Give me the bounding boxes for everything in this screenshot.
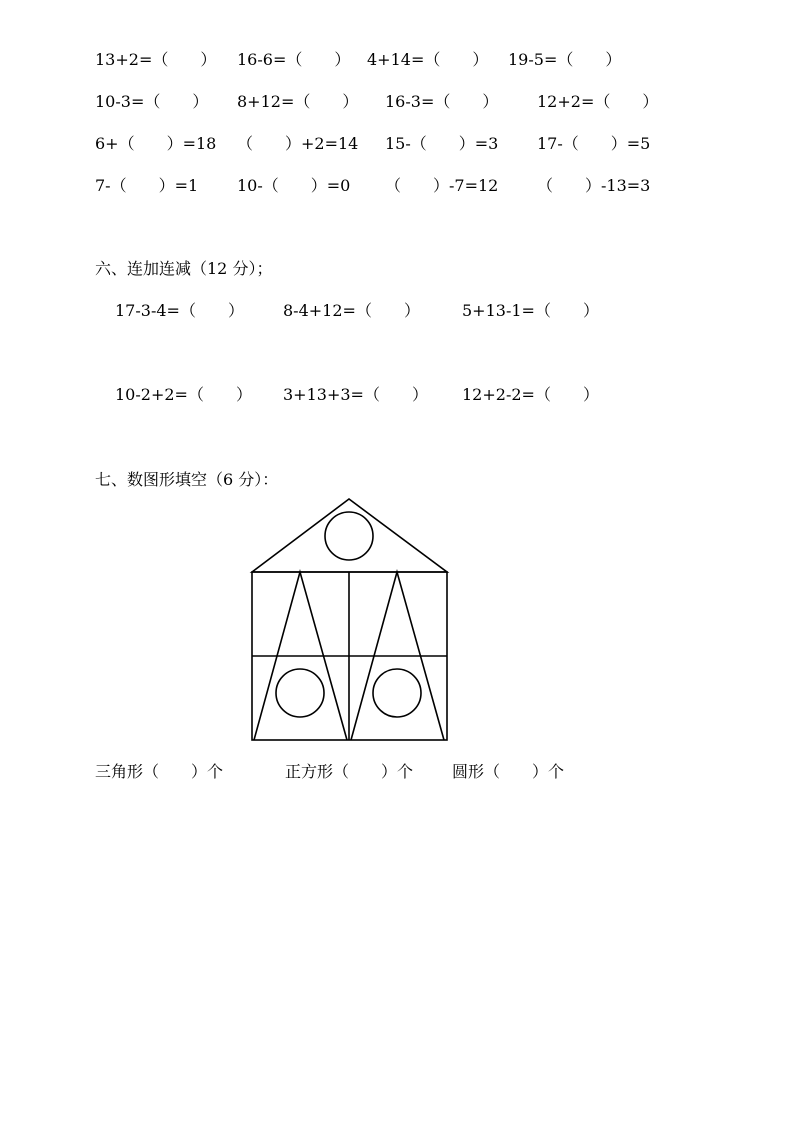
- roof-triangle: [252, 499, 447, 572]
- circle-count: 圆形（ ）个: [452, 762, 565, 781]
- equation-item: 16-3=（ ）: [385, 92, 499, 111]
- equation-item: 7-（ ）=1: [95, 176, 199, 195]
- equation-item: （ ）-7=12: [385, 176, 499, 195]
- equation-item: 8+12=（ ）: [237, 92, 359, 111]
- equation-item: 10-3=（ ）: [95, 92, 209, 111]
- chain-item: 17-3-4=（ ）: [115, 301, 244, 320]
- equation-item: 19-5=（ ）: [508, 50, 622, 69]
- section-seven-title: 七、数图形填空（6 分）：: [95, 470, 279, 489]
- equation-item: 16-6=（ ）: [237, 50, 351, 69]
- equation-item: 10-（ ）=0: [237, 176, 351, 195]
- chain-item: 12+2-2=（ ）: [462, 385, 599, 404]
- equation-item: （ ）+2=14: [237, 134, 359, 153]
- roof-circle: [325, 512, 373, 560]
- equation-item: 6+（ ）=18: [95, 134, 217, 153]
- equation-item: 4+14=（ ）: [367, 50, 489, 69]
- chain-item: 8-4+12=（ ）: [283, 301, 420, 320]
- left-circle: [276, 669, 324, 717]
- chain-item: 10-2+2=（ ）: [115, 385, 252, 404]
- equation-item: 12+2=（ ）: [537, 92, 659, 111]
- equation-item: 13+2=（ ）: [95, 50, 217, 69]
- chain-item: 5+13-1=（ ）: [462, 301, 599, 320]
- chain-item: 3+13+3=（ ）: [283, 385, 428, 404]
- section-six-title: 六、连加连减（12 分）；: [95, 259, 273, 278]
- right-circle: [373, 669, 421, 717]
- equation-item: （ ）-13=3: [537, 176, 651, 195]
- square-count: 正方形（ ）个: [285, 762, 414, 781]
- equation-item: 15-（ ）=3: [385, 134, 499, 153]
- equation-item: 17-（ ）=5: [537, 134, 651, 153]
- triangle-count: 三角形（ ）个: [95, 762, 224, 781]
